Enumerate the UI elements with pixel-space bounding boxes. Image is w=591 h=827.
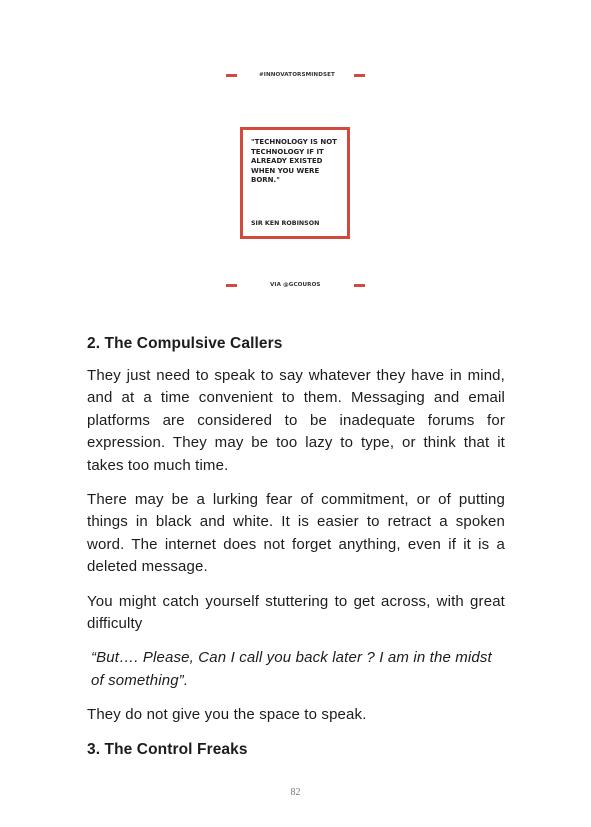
paragraph: They do not give you the space to speak. xyxy=(87,706,367,724)
quote-author: SIR KEN ROBINSON xyxy=(251,220,320,227)
paragraph: There may be a lurking fear of commitment, or of putting things in black and white. It is easier to retract a spoken word. The internet does not forget anything, even if it is a deleted message. xyxy=(87,491,505,576)
paragraph: They just need to speak to say whatever they have in mind, and at a time convenient to them. Messaging and email platforms are considered to be inadequate forums for expression. They may be too lazy to type, or think that it takes too much time. xyxy=(87,367,505,474)
page-content xyxy=(87,333,505,761)
hashtag-caption: #INNOVATORSMINDSET xyxy=(259,72,335,78)
section-heading: 2. The Compulsive Callers xyxy=(87,335,283,352)
paragraph: You might catch yourself stuttering to get across, with great difficulty xyxy=(87,592,505,633)
quoted-speech: “But…. Please, Can I call you back later ? I am in the midst of something”. xyxy=(91,649,492,689)
decorative-dash xyxy=(354,74,365,77)
decorative-dash xyxy=(226,284,237,287)
quote-card xyxy=(240,127,350,239)
decorative-dash xyxy=(226,74,237,77)
page-number: 82 xyxy=(290,787,301,798)
decorative-dash xyxy=(354,284,365,287)
credit-caption: VIA @GCOUROS xyxy=(270,282,321,288)
section-heading: 3. The Control Freaks xyxy=(87,740,248,758)
quote-text: "TECHNOLOGY IS NOT TECHNOLOGY IF IT ALREADY EXISTED WHEN YOU WERE BORN." xyxy=(251,138,337,184)
quote-figure xyxy=(0,0,591,310)
